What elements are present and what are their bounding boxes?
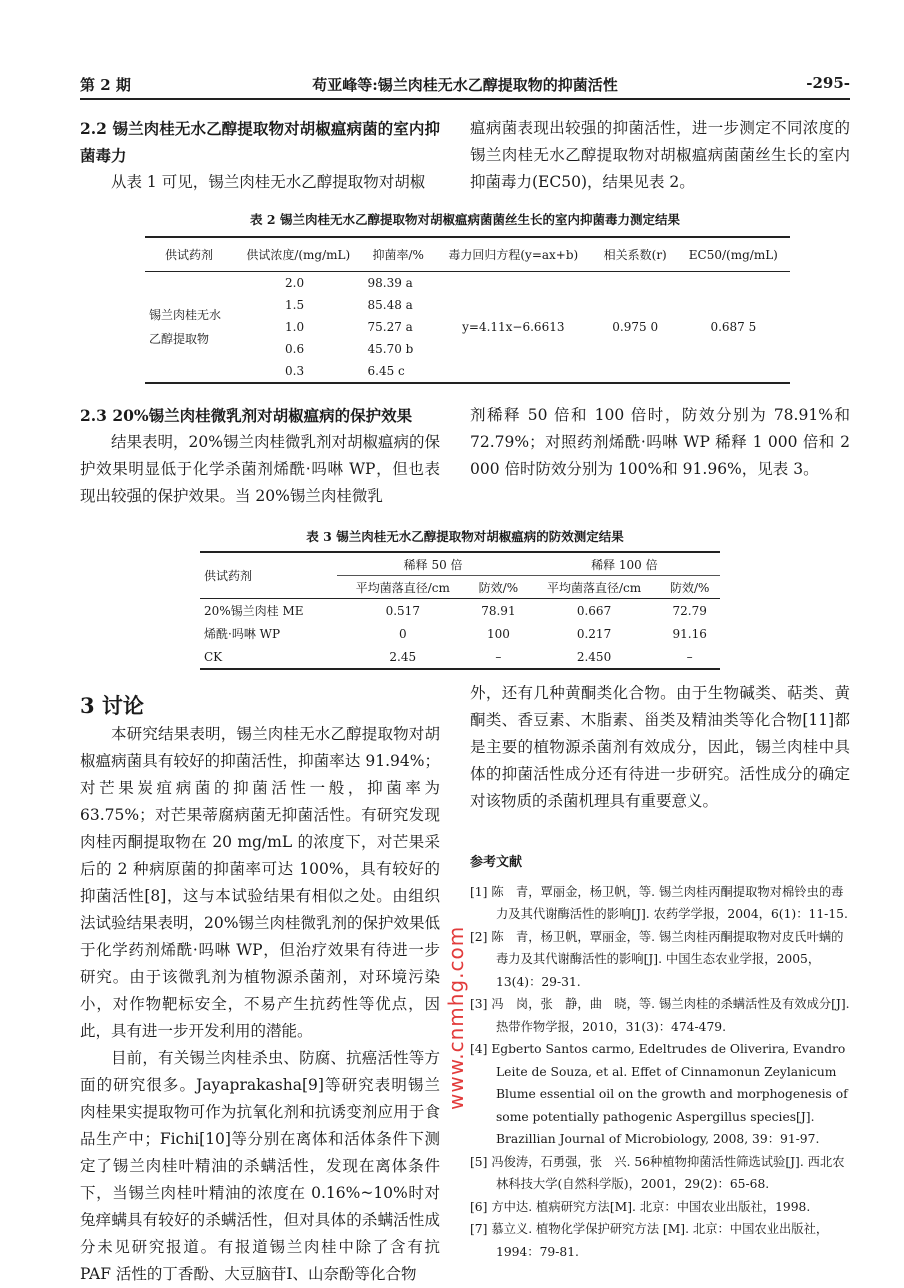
paragraph: 瘟病菌表现出较强的抑菌活性，进一步测定不同浓度的锡兰肉桂无水乙醇提取物对胡椒瘟病菌菌丝生长的室内抑菌毒力(EC50)，结果见表 2。: [470, 119, 850, 191]
reference-item: [6] 方中达. 植病研究方法[M]. 北京：中国农业出版社，1998.: [470, 1199, 811, 1214]
section-3-right: [470, 680, 850, 815]
cell: 72.79: [672, 603, 707, 618]
cell: –: [495, 649, 502, 664]
rate-cell: 85.48 a: [367, 298, 413, 312]
section-2-3-left: [80, 402, 440, 510]
table-2-caption: 表 2 锡兰肉桂无水乙醇提取物对胡椒瘟病菌菌丝生长的室内抑菌毒力测定结果: [250, 212, 680, 227]
cell: 2.45: [389, 649, 417, 664]
r-cell: 0.975 0: [612, 320, 659, 334]
cell: 0: [398, 626, 407, 641]
col-header: 供试浓度/(mg/mL): [233, 237, 364, 272]
col-header: 平均菌落直径/cm: [529, 576, 660, 599]
col-header: 毒力回归方程(y=ax+b): [433, 237, 594, 272]
rate-cell: 6.45 c: [367, 364, 405, 378]
reference-item: [7] 慕立义. 植物化学保护研究方法 [M]. 北京：中国农业出版社，1994：79-81.: [470, 1222, 829, 1259]
watermark: www.cnmhg.com: [444, 925, 468, 1110]
section-heading: 3 讨论: [80, 693, 144, 718]
reference-item: [2] 陈 青，杨卫帆，覃丽金，等. 锡兰肉桂丙酮提取物对皮氏叶螨的毒力及其代谢酶活性的影响[J]. 中国生态农业学报，2005，13(4)：29-31.: [470, 929, 844, 989]
paragraph: 剂稀释 50 倍和 100 倍时，防效分别为 78.91%和 72.79%；对照药剂烯酰·吗啉 WP 稀释 1 000 倍和 2 000 倍时防效分别为 100%和 91.96%，见表 3。: [470, 406, 850, 478]
col-header: 平均菌落直径/cm: [337, 576, 468, 599]
group-header: 稀释 50 倍: [337, 552, 528, 576]
cell: 0.217: [576, 626, 612, 641]
cell: 100: [486, 626, 510, 641]
col-header: 防效/%: [659, 576, 720, 599]
section-2-2-left: [80, 115, 440, 196]
references-heading: 参考文献: [470, 855, 523, 870]
table-3: [200, 551, 720, 670]
table-3-caption: 表 3 锡兰肉桂无水乙醇提取物对胡椒瘟病的防效测定结果: [306, 529, 624, 544]
cell: 78.91: [481, 603, 516, 618]
conc-cell: 1.5: [285, 298, 305, 312]
paragraph: 从表 1 可见，锡兰肉桂无水乙醇提取物对胡椒: [111, 173, 426, 191]
table-row: [200, 622, 720, 645]
issue-number: 第 2 期: [80, 76, 131, 94]
running-header: [80, 74, 850, 100]
section-2-3-right: [470, 402, 850, 483]
table-row: [145, 272, 790, 295]
col-header: 供试药剂: [200, 552, 337, 599]
agent-cell: CK: [204, 649, 223, 664]
rate-cell: 75.27 a: [367, 320, 413, 334]
rate-cell: 45.70 b: [367, 342, 414, 356]
equation-cell: y=4.11x−6.6613: [462, 320, 565, 334]
col-header: 抑菌率/%: [364, 237, 433, 272]
page-number: -295-: [806, 74, 850, 92]
conc-cell: 0.3: [285, 364, 305, 378]
cell: 0.667: [576, 603, 612, 618]
agent-cell: 锡兰肉桂无水乙醇提取物: [149, 308, 222, 346]
table-row: [200, 599, 720, 623]
col-header: 防效/%: [468, 576, 529, 599]
paragraph: 结果表明，20%锡兰肉桂微乳剂对胡椒瘟病的保护效果明显低于化学杀菌剂烯酰·吗啉 WP，但也表现出较强的保护效果。当 20%锡兰肉桂微乳: [80, 433, 440, 505]
reference-item: [1] 陈 青，覃丽金，杨卫帆，等. 锡兰肉桂丙酮提取物对棉铃虫的毒力及其代谢酶活性的影响[J]. 农药学学报，2004，6(1)：11-15.: [470, 884, 848, 921]
paragraph: 外，还有几种黄酮类化合物。由于生物碱类、萜类、黄酮类、香豆素、木脂素、甾类及精油类等化合物[11]都是主要的植物源杀菌剂有效成分，因此，锡兰肉桂中具体的抑菌活性成分还有待进一步研究。活性成分的确定对该物质的杀菌机理具有重要意义。: [470, 684, 850, 810]
group-header: 稀释 100 倍: [529, 552, 720, 576]
col-header: EC50/(mg/mL): [677, 237, 790, 272]
table-2: [145, 236, 790, 384]
references: [470, 852, 850, 1263]
cell: 2.450: [576, 649, 612, 664]
table-row: [200, 645, 720, 669]
conc-cell: 2.0: [285, 276, 305, 290]
conc-cell: 0.6: [285, 342, 305, 356]
conc-cell: 1.0: [285, 320, 305, 334]
section-2-2-right: [470, 115, 850, 196]
paragraph: 本研究结果表明，锡兰肉桂无水乙醇提取物对胡椒瘟病菌具有较好的抑菌活性，抑菌率达 91.94%；对芒果炭疽病菌的抑菌活性一般，抑菌率为 63.75%；对芒果蒂腐病菌无抑菌活性。有研究发现肉桂丙酮提取物在 20 mg/mL 的浓度下，对芒果采后的 2 种病原菌的抑菌率可达 100%，具有较好的抑菌活性[8]，这与本试验结果有相似之处。由组织法试验结果表明，20%锡兰肉桂微乳剂的保护效果低于化学药剂烯酰·吗啉 WP，但治疗效果有待进一步研究。由于该微乳剂为植物源杀菌剂，对环境污染小，对作物靶标安全，不易产生抗药性等优点，因此，具有进一步开发利用的潜能。: [80, 725, 440, 1040]
agent-cell: 20%锡兰肉桂 ME: [204, 604, 304, 618]
cell: –: [686, 649, 693, 664]
agent-cell: 烯酰·吗啉 WP: [204, 627, 281, 641]
reference-item: [5] 冯俊涛，石勇强，张 兴. 56种植物抑菌活性筛选试验[J]. 西北农林科技大学(自然科学版)，2001，29(2)：65-68.: [470, 1154, 845, 1191]
rate-cell: 98.39 a: [367, 276, 413, 290]
reference-item: [4] Egberto Santos carmo, Edeltrudes de Oliverira, Evandro Leite de Souza, et al. Effet of Cinnamonun Zeylanicum Blume essential oil on the growth and morphogenesis of some potentially pathogenic Aspergillus species[J]. Brazillian Journal of Microbiology, 2008, 39：91-97.: [470, 1042, 848, 1146]
col-header: 相关系数(r): [594, 237, 677, 272]
ec50-cell: 0.687 5: [710, 320, 757, 334]
section-heading: 2.2 锡兰肉桂无水乙醇提取物对胡椒瘟病菌的室内抑菌毒力: [80, 119, 440, 165]
cell: 0.517: [385, 603, 420, 618]
section-heading: 2.3 20%锡兰肉桂微乳剂对胡椒瘟病的保护效果: [80, 406, 413, 425]
running-title: 苟亚峰等:锡兰肉桂无水乙醇提取物的抑菌活性: [312, 76, 618, 94]
section-3-left: [80, 692, 440, 1288]
cell: 91.16: [672, 626, 707, 641]
col-header: 供试药剂: [145, 237, 233, 272]
paragraph: 目前，有关锡兰肉桂杀虫、防腐、抗癌活性等方面的研究很多。Jayaprakasha[9]等研究表明锡兰肉桂果实提取物可作为抗氧化剂和抗诱变剂应用于食品生产中；Fichi[10]等分别在离体和活体条件下测定了锡兰肉桂叶精油的杀螨活性，发现在离体条件下，当锡兰肉桂叶精油的浓度在 0.16%~10%时对兔痒螨具有较好的杀螨活性，但对具体的杀螨活性成分未见研究报道。有报道锡兰肉桂中除了含有抗 PAF 活性的丁香酚、大豆脑苷Ⅰ、山奈酚等化合物: [80, 1049, 440, 1283]
reference-item: [3] 冯 岗，张 静，曲 晓，等. 锡兰肉桂的杀螨活性及有效成分[J]. 热带作物学报，2010，31(3)：474-479.: [470, 997, 850, 1034]
